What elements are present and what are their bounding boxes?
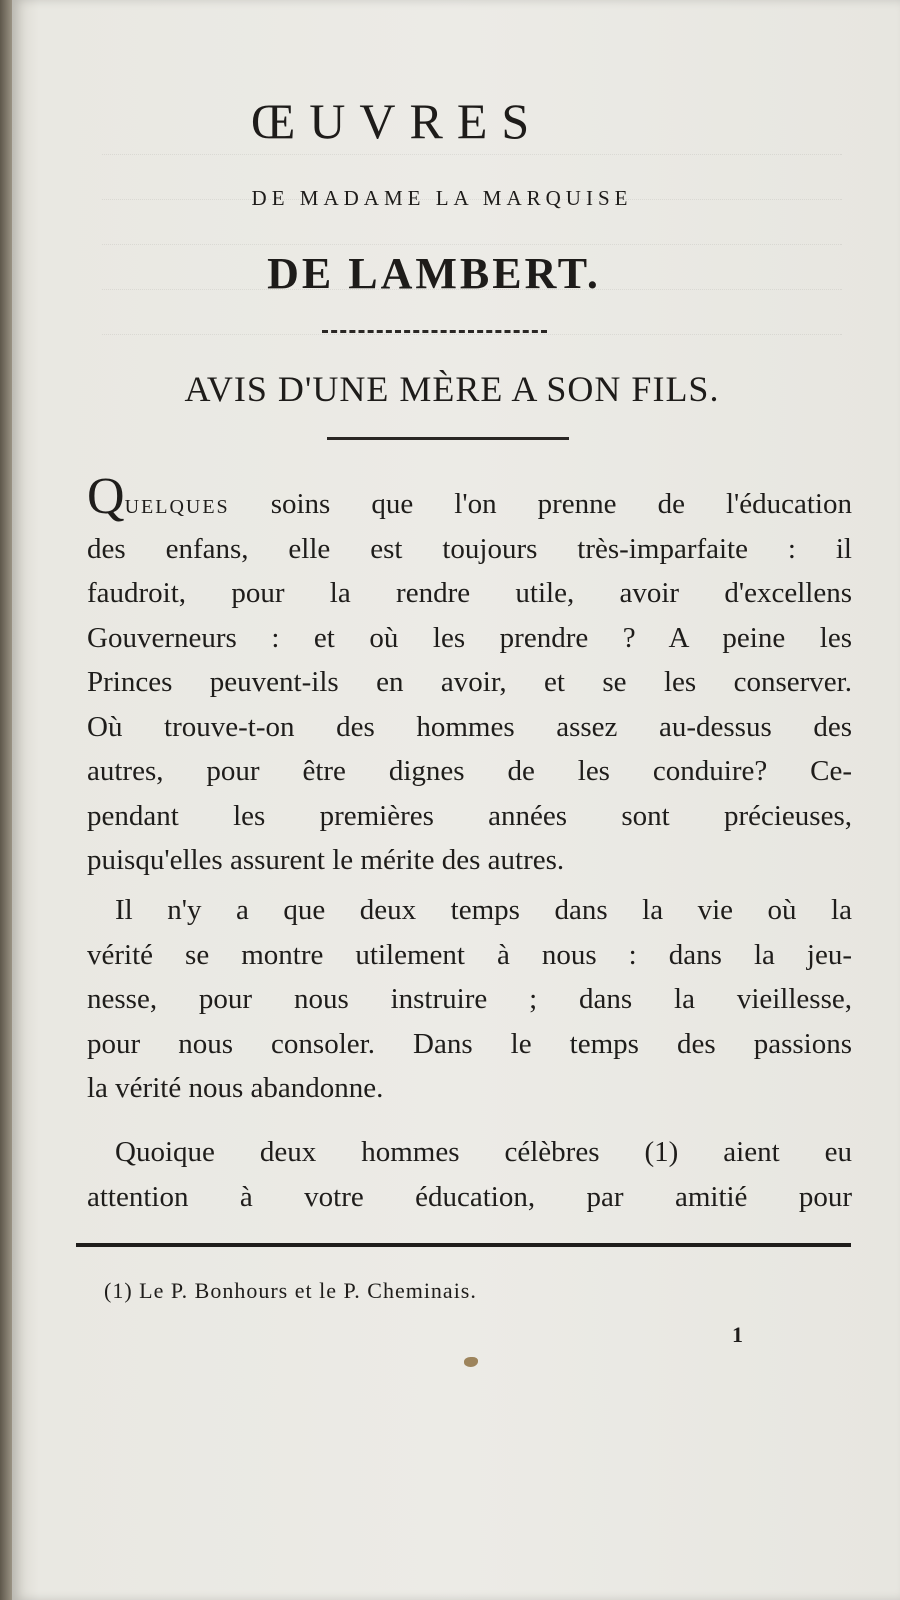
text-line: pour nous consoler. Dans le temps des passions <box>87 1027 852 1060</box>
text-line: vérité se montre utilement à nous : dans la jeu- <box>87 938 852 971</box>
text-line: des enfans, elle est toujours très-imparfaite : il <box>87 532 852 565</box>
book-spine-edge <box>0 0 12 1600</box>
ink-stain <box>464 1357 478 1367</box>
section-title: AVIS D'UNE MÈRE A SON FILS. <box>184 369 720 409</box>
page-number: 1 <box>732 1322 743 1347</box>
text-line: la vérité nous abandonne. <box>87 1072 384 1104</box>
book-subtitle: DE MADAME LA MARQUISE <box>251 186 633 210</box>
text-line: Il n'y a que deux temps dans la vie où la <box>115 894 852 926</box>
book-author: DE LAMBERT. <box>267 249 601 298</box>
text-line: puisqu'elles assurent le mérite des autres. <box>87 844 565 876</box>
paragraph-3 <box>87 1130 852 1219</box>
text-line: attention à votre éducation, par amitié pour <box>87 1180 852 1213</box>
paragraph-1 <box>87 468 852 883</box>
text-line <box>87 468 852 527</box>
text-line: autres, pour être dignes de les conduire? Ce- <box>87 755 852 787</box>
text-line: Quoique deux hommes célèbres (1) aient eu <box>115 1136 852 1168</box>
text-line: nesse, pour nous instruire ; dans la vieillesse, <box>87 983 852 1015</box>
text-line: faudroit, pour la rendre utile, avoir d'excellens <box>87 577 852 609</box>
paragraph-2 <box>87 888 852 1111</box>
text-line-content: soins que l'on prenne de l'éducation <box>229 488 852 520</box>
small-caps-word: UELQUES <box>124 496 230 518</box>
footnote: (1) Le P. Bonhours et le P. Cheminais. <box>104 1278 477 1303</box>
text-line: Où trouve-t-on des hommes assez au-dessus des <box>87 710 852 743</box>
section-divider <box>327 437 569 440</box>
text-line: Gouverneurs : et où les prendre ? A peine les <box>87 621 852 654</box>
drop-cap: Q <box>87 468 125 525</box>
footnote-divider <box>76 1243 851 1247</box>
text-line: pendant les premières années sont précieuses, <box>87 799 852 832</box>
book-page <box>12 0 900 1600</box>
dashed-divider <box>322 330 547 333</box>
text-line: Princes peuvent-ils en avoir, et se les conserver. <box>87 666 852 698</box>
book-title: ŒUVRES <box>250 93 544 149</box>
